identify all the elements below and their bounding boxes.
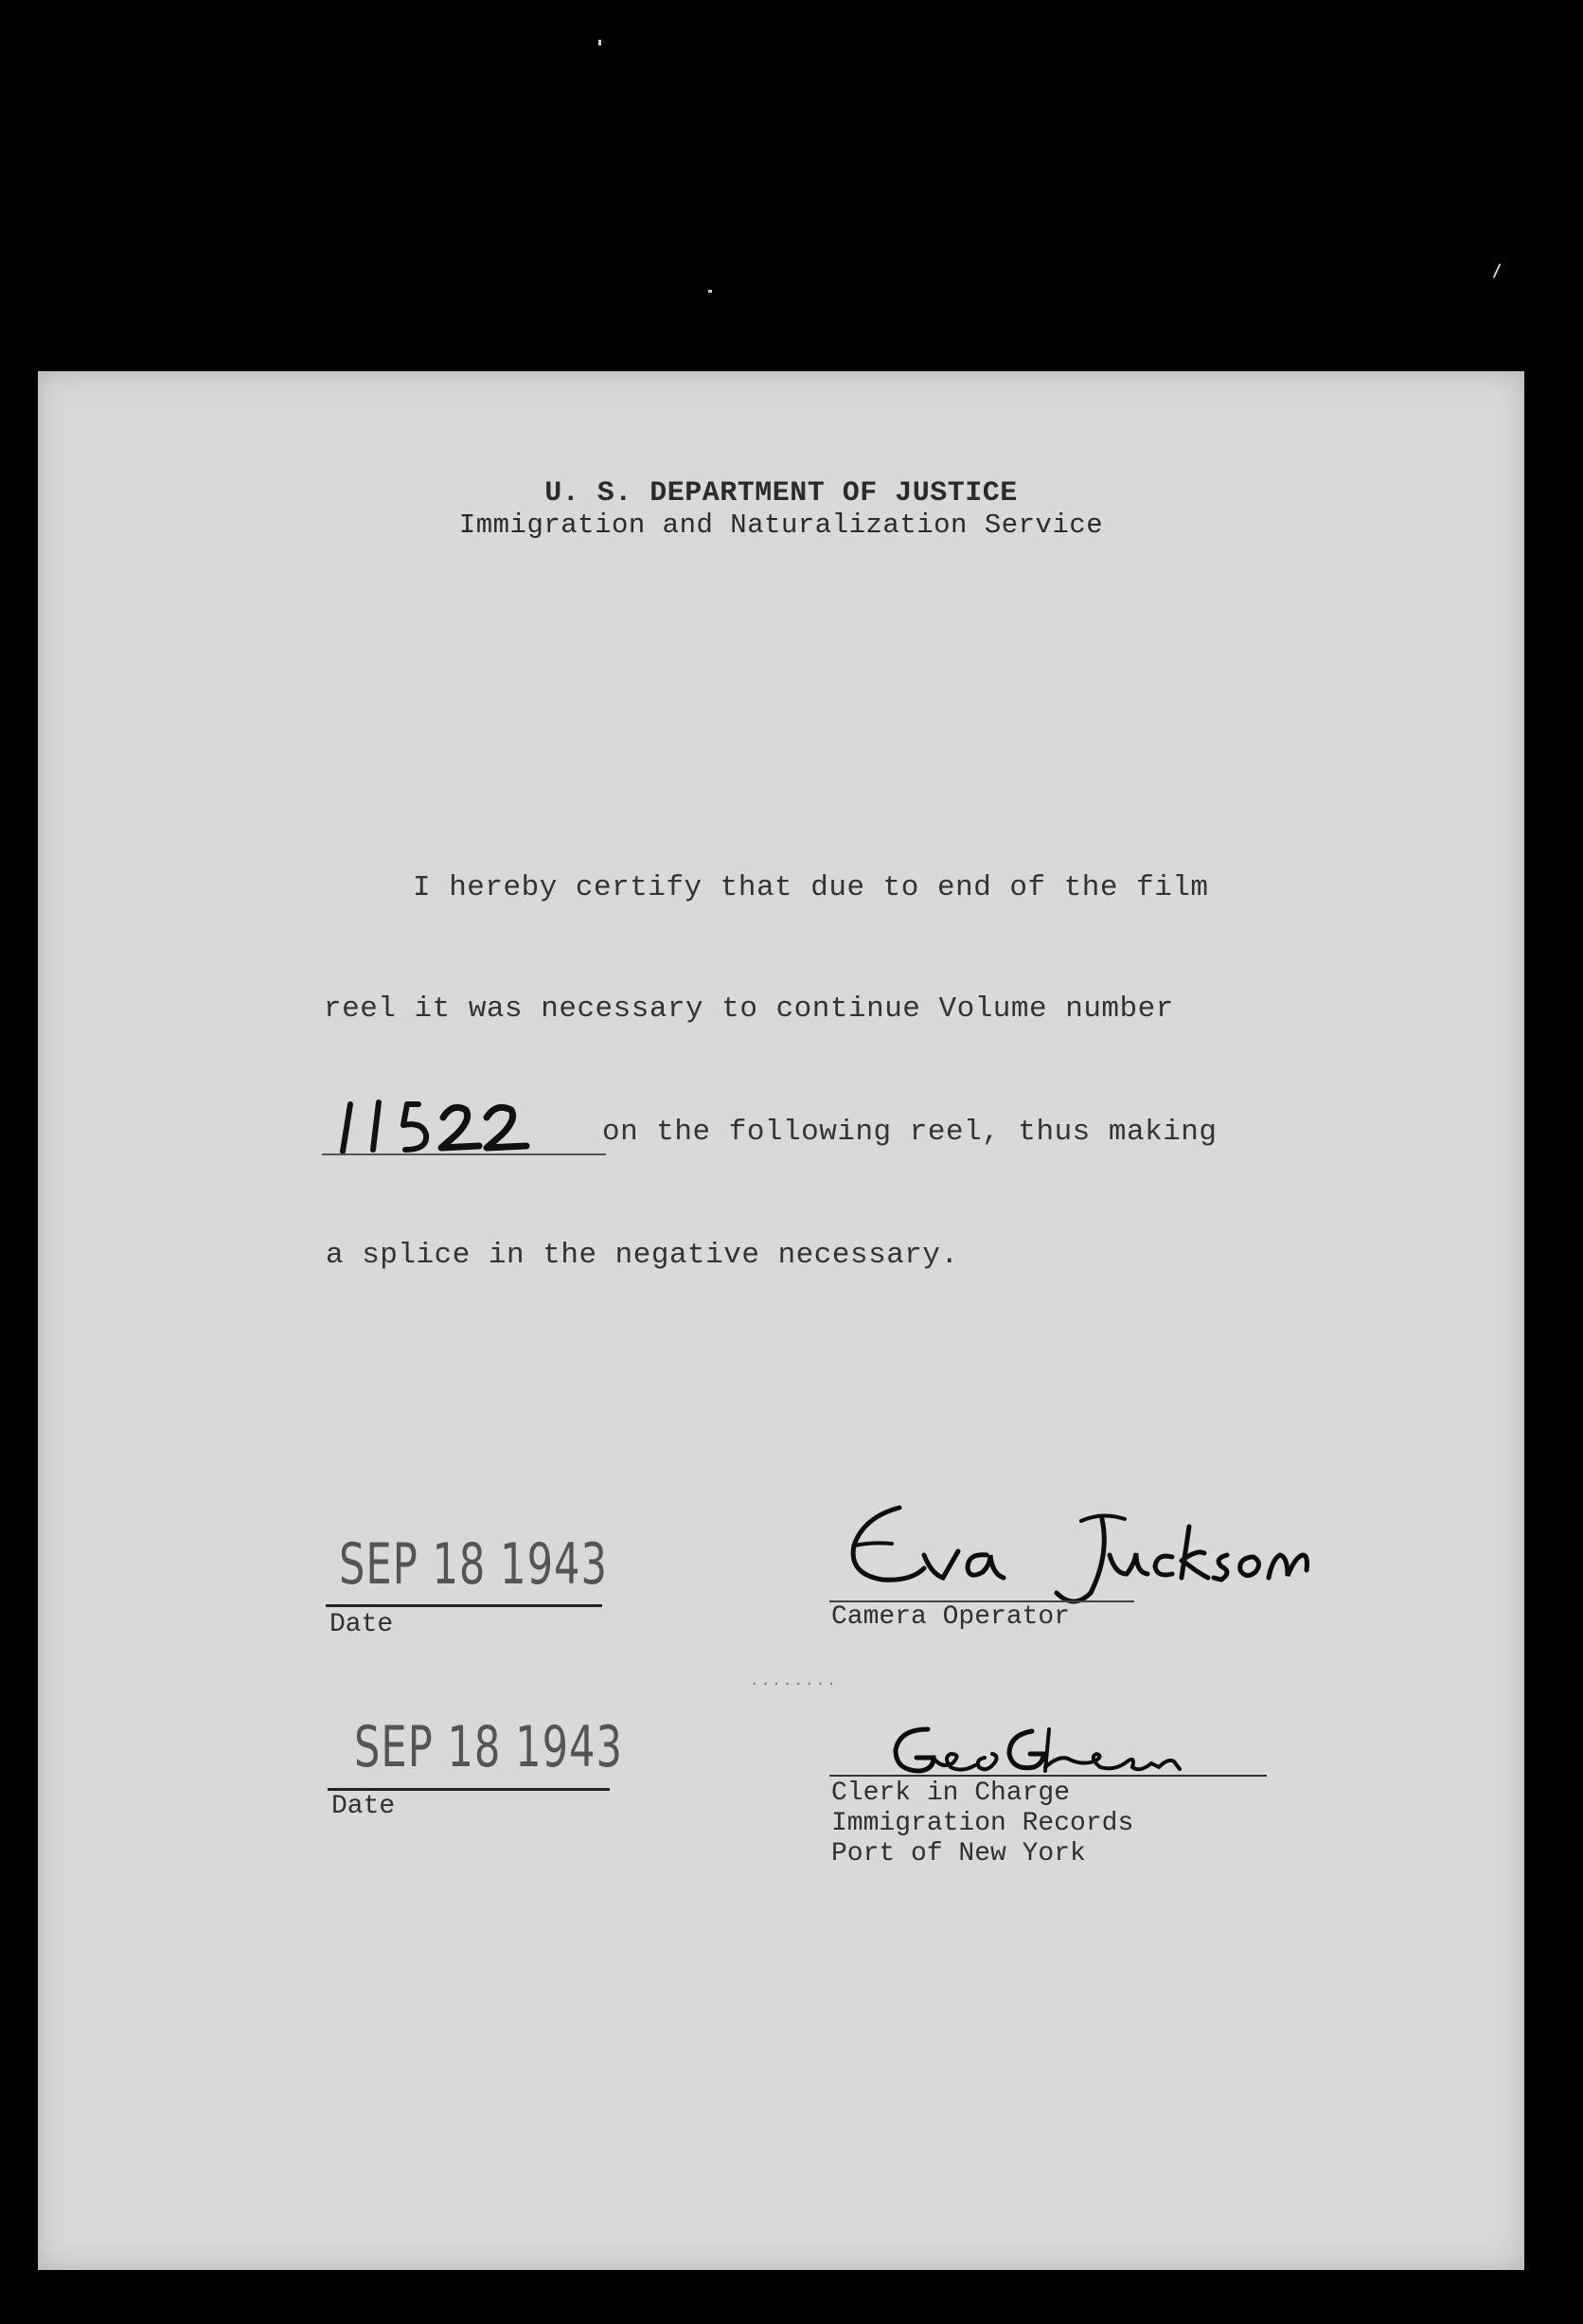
clerk-signature-ink (871, 1716, 1212, 1788)
date-stamp-1: SEP 18 1943 (339, 1531, 608, 1598)
date-line-1 (326, 1604, 602, 1607)
date-line-2 (328, 1788, 610, 1791)
dust-speck (1493, 263, 1502, 277)
camera-operator-signature-ink (826, 1498, 1318, 1612)
dust-speck (708, 290, 712, 293)
clerk-title-1: Clerk in Charge (831, 1779, 1071, 1808)
volume-number-underline (322, 1153, 606, 1155)
date-label-1: Date (329, 1610, 394, 1639)
certificate-line-1: I hereby certify that due to end of the film (413, 871, 1209, 904)
department-title: U. S. DEPARTMENT OF JUSTICE (544, 477, 1018, 509)
document-page (38, 371, 1524, 2270)
camera-operator-signature (826, 1498, 1318, 1612)
clerk-title-2: Immigration Records (831, 1809, 1134, 1838)
service-title: Immigration and Naturalization Service (458, 509, 1104, 541)
separator-dots: ........ (750, 1672, 838, 1689)
clerk-line (829, 1775, 1267, 1777)
date-stamp-2: SEP 18 1943 (354, 1714, 623, 1780)
clerk-signature (871, 1716, 1212, 1788)
date-label-2: Date (331, 1792, 396, 1821)
certificate-line-4: a splice in the negative necessary. (326, 1239, 959, 1272)
certificate-line-3: on the following reel, thus making (602, 1116, 1218, 1149)
dust-speck (598, 40, 601, 45)
camera-operator-label: Camera Operator (831, 1602, 1071, 1632)
clerk-title-3: Port of New York (831, 1839, 1086, 1868)
certificate-line-2: reel it was necessary to continue Volume number (324, 992, 1174, 1026)
